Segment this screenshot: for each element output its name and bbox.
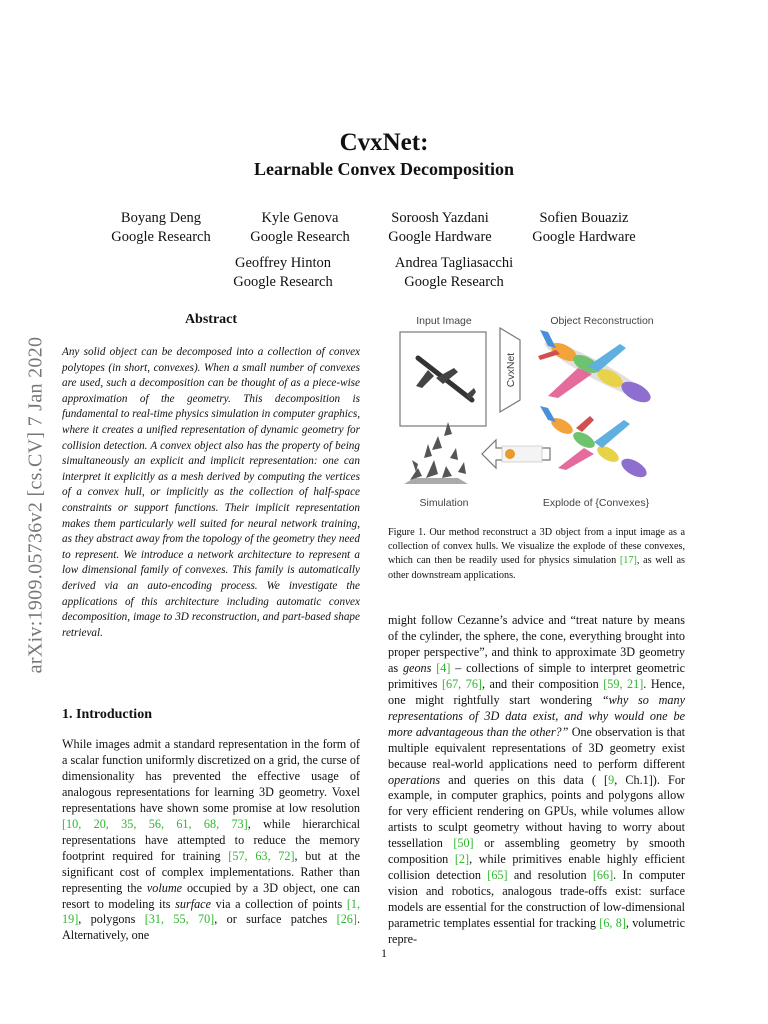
figure-label-input: Input Image	[416, 315, 472, 327]
emphasis-text: geons	[402, 660, 432, 675]
citation-link[interactable]: [17]	[619, 555, 637, 567]
simulation-debris	[404, 422, 468, 484]
abstract-text: Any solid object can be decomposed into a collection of convex polytopes (in short, convexes). When a small number of convexes are used, such a decomposition can be thought of as a piece-wise approximation of the geometry. This decomposition is fundamental to real-time physics simulation in computer graphics, where it creates a unified representation of dynamic geometry for collision detection. A convex object also has the property of being simultaneously an explicit and implicit representation: one can interpret it explicitly as a mesh derived by computing the vertices of a convex hull, or implicitly as the collection of half-space constraints or support functions. Their implicit representation makes them particularly well suited for neural network training, as they abstract away from the topology of the geometry they need to represent. We introduce a network architecture to represent a low dimensional family of convexes. This family is automatically derived via an auto-encoding process. We investigate the applications of this architecture including automatic convex decomposition, image to 3D reconstruction, and part-based shape retrieval.	[62, 346, 360, 639]
author-block	[225, 209, 375, 247]
body-text: or assembling geometry by smooth composition	[388, 836, 686, 867]
citation-link[interactable]: 9	[608, 772, 615, 787]
author-block	[509, 209, 659, 247]
body-text: , while hierarchical representations have attempted to reduce the memory footprint required for training	[62, 816, 360, 863]
body-text: One observation is that multiple equivalent representations of 3D geometry exist because real-world applications need to perform different	[388, 724, 685, 771]
body-text: via a collection of points	[215, 896, 343, 911]
body-text: and queries on this data ( [	[448, 772, 609, 787]
input-image-frame	[400, 332, 486, 426]
body-text: , Ch.1]). For example, in computer graphics, points and polygons allow for very efficient rendering on GPUs, while volumes allow artists to sculpt geometry without having to worry about tessellation	[388, 772, 685, 851]
body-text: , volumetric repre-	[388, 916, 686, 947]
emphasis-text: volume	[146, 880, 183, 895]
body-text: might follow Cezanne’s advice and “treat nature by means of the cylinder, the sphere, the cone, everything brought into proper perspective”, and think to approximate 3D geometry as	[388, 613, 685, 675]
figure-1-illustration	[388, 308, 685, 516]
author-name: Soroosh Yazdani	[391, 210, 489, 226]
author-affiliation: Google Hardware	[532, 229, 636, 245]
body-text: – collections of simple to interpret geometric primitives	[388, 660, 686, 691]
abstract-heading: Abstract	[184, 312, 238, 327]
body-text: , polygons	[78, 912, 136, 927]
citation-link[interactable]: [50]	[453, 836, 474, 851]
cvxnet-block	[500, 328, 520, 412]
body-text: occupied by a 3D object, one can resort to modeling its	[62, 880, 360, 911]
reconstruction-airplane	[538, 330, 654, 407]
emphasis-text: operations	[388, 772, 441, 787]
author-affiliation: Google Hardware	[388, 229, 492, 245]
author-block	[379, 254, 529, 292]
author-name: Geoffrey Hinton	[235, 255, 331, 271]
citation-link[interactable]: [65]	[487, 868, 508, 883]
author-affiliation: Google Research	[250, 229, 350, 245]
body-text: , and their composition	[481, 676, 599, 691]
arxiv-identifier: arXiv:1909.05736v2 [cs.CV] 7 Jan 2020	[24, 336, 47, 674]
section-heading-introduction: 1. Introduction	[62, 707, 152, 722]
figure-1-caption	[388, 526, 685, 583]
body-text: . Hence, one might rightfully start wondering	[388, 676, 685, 707]
figure-label-simulation: Simulation	[419, 497, 469, 509]
figure-label-net: CvxNet	[505, 352, 517, 388]
caption-text: , as well as other downstream applications.	[388, 555, 686, 581]
intro-left-column	[62, 737, 360, 944]
citation-link[interactable]: [59, 21]	[603, 676, 644, 691]
emphasis-quote: “why so many representations of 3D data exist, and why would one be more advantageous than the other?”	[388, 692, 686, 739]
caption-text: Figure 1. Our method reconstruct a 3D object from a input image as a collection of convex hulls. We visualize the explode of these convexes, which can then be readily used for physics simulation	[388, 527, 685, 567]
author-block	[86, 209, 236, 247]
citation-link[interactable]: [26]	[336, 912, 357, 927]
paper-subtitle: Learnable Convex Decomposition	[254, 159, 514, 179]
citation-link[interactable]: [66]	[592, 868, 614, 883]
body-text: , while primitives enable highly efficient collision detection	[388, 852, 685, 883]
citation-link[interactable]: [57, 63, 72]	[228, 848, 295, 863]
emphasis-text: surface	[175, 896, 212, 911]
body-text: While images admit a standard representation in the form of a scalar function uniformly discretized on a grid, the curse of dimensionality has prevented the effective usage of analogous representations for learning 3D geometry. Voxel representations have shown some promise at low resolution	[62, 737, 360, 815]
paper-title: CvxNet:	[339, 129, 429, 156]
figure-label-explode: Explode of {Convexes}	[542, 497, 650, 509]
author-name: Boyang Deng	[120, 210, 202, 226]
citation-link[interactable]: [67, 76]	[441, 676, 482, 691]
explode-airplane	[540, 406, 650, 481]
simulation-arrow	[482, 440, 550, 468]
citation-link[interactable]: [1, 19]	[62, 896, 361, 927]
intro-right-column	[388, 613, 685, 948]
page-number: 1	[381, 946, 387, 960]
body-text: , but at the significant cost of complex implementations. Rather than representing the	[62, 848, 361, 895]
body-text: . Alternatively, one	[62, 912, 361, 943]
author-name: Kyle Genova	[261, 210, 339, 226]
author-name: Sofien Bouaziz	[539, 210, 629, 226]
citation-link[interactable]: [4]	[436, 660, 451, 675]
author-affiliation: Google Research	[111, 229, 211, 245]
citation-link[interactable]: [31, 55, 70]	[144, 912, 215, 927]
citation-link[interactable]: [2]	[454, 852, 470, 867]
citation-link[interactable]: [6, 8]	[599, 916, 626, 931]
author-affiliation: Google Research	[233, 274, 333, 290]
author-affiliation: Google Research	[404, 274, 504, 290]
body-text: . In computer vision and robotics, analogous trade-offs exist: surface models are essential for the construction of low-dimensional parametric templates essential for tracking	[388, 868, 686, 931]
body-text: , or surface patches	[214, 912, 328, 927]
citation-link[interactable]: [10, 20, 35, 56, 61, 68, 73]	[62, 816, 248, 831]
arxiv-side-label	[20, 285, 52, 725]
body-text: and resolution	[513, 868, 587, 883]
author-name: Andrea Tagliasacchi	[394, 255, 514, 271]
author-block	[365, 209, 515, 247]
figure-1	[388, 308, 685, 516]
author-block	[208, 254, 358, 292]
figure-label-reconstruction: Object Reconstruction	[550, 315, 654, 327]
